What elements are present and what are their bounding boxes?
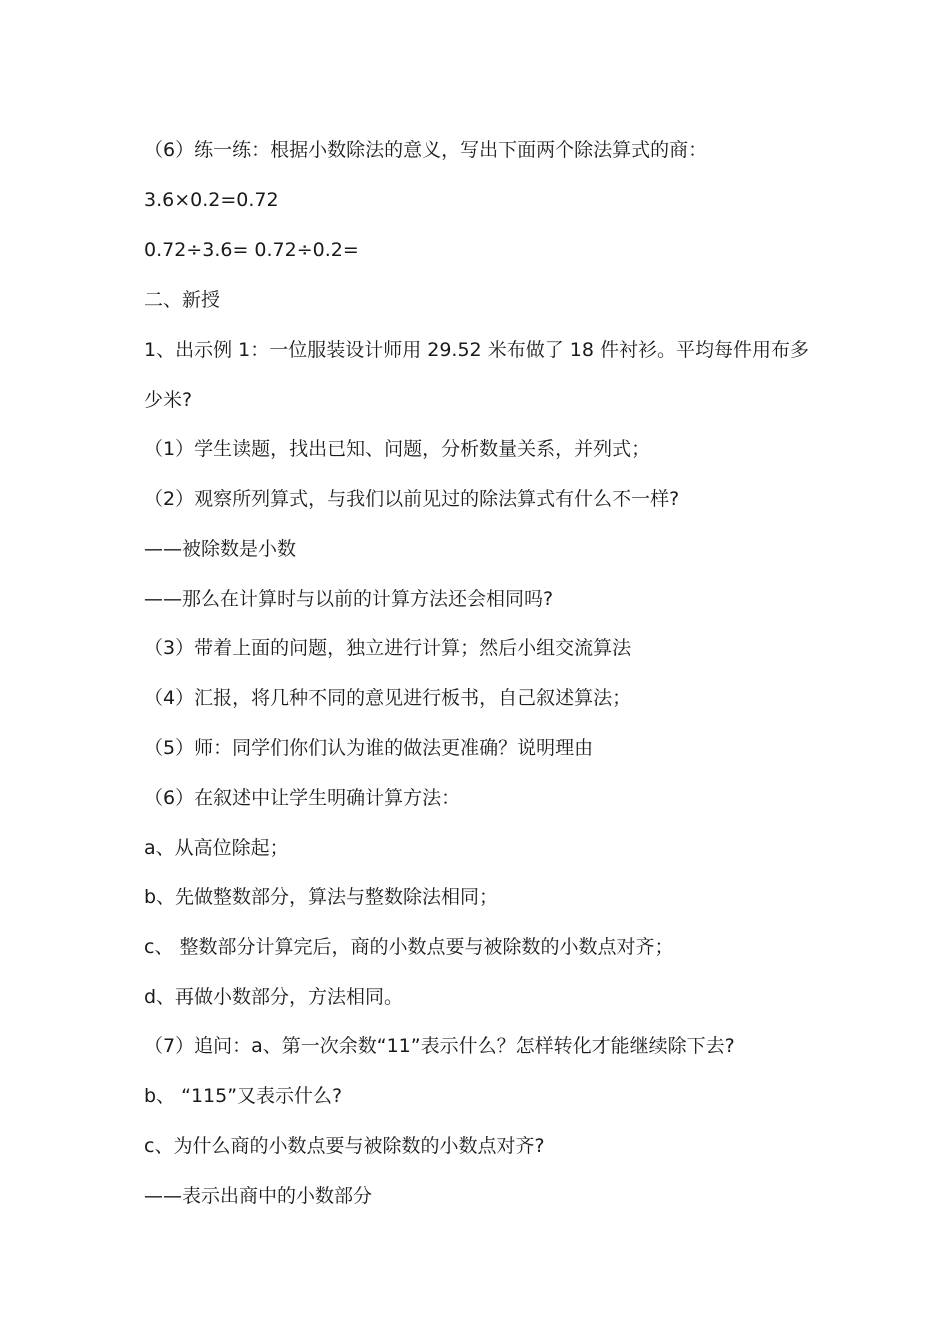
text-line-question-c: c、为什么商的小数点要与被除数的小数点对齐? [144,1135,545,1157]
text-line-method-c: c、 整数部分计算完后，商的小数点要与被除数的小数点对齐； [144,936,674,958]
text-line-equation: 3.6×0.2=0.72 [144,189,279,211]
text-line-step-7: （7）追问：a、第一次余数“11”表示什么？怎样转化才能继续除下去? [144,1035,735,1057]
text-line-answer-2: ——那么在计算时与以前的计算方法还会相同吗? [144,588,554,610]
text-line-method-a: a、从高位除起； [144,837,289,859]
text-line-method-b: b、先做整数部分，算法与整数除法相同； [144,886,499,908]
text-line-step-5: （5）师：同学们你们认为谁的做法更准确？说明理由 [144,737,594,759]
text-line-answer-3: ——表示出商中的小数部分 [144,1185,373,1207]
text-line-step-6: （6）在叙述中让学生明确计算方法： [144,787,461,809]
text-line-method-d: d、再做小数部分，方法相同。 [144,986,404,1008]
text-line-step-1: （1）学生读题，找出已知、问题，分析数量关系，并列式； [144,438,651,460]
text-line-example-1-cont: 少米? [144,389,193,411]
text-line-practice: （6）练一练：根据小数除法的意义，写出下面两个除法算式的商： [144,139,708,161]
text-line-example-1: 1、出示例 1：一位服装设计师用 29.52 米布做了 18 件衬衫。平均每件用布多 [144,339,809,361]
text-line-question-b: b、 “115”又表示什么? [144,1085,343,1107]
text-line-step-2: （2）观察所列算式，与我们以前见过的除法算式有什么不一样? [144,488,680,510]
text-line-step-3: （3）带着上面的问题，独立进行计算；然后小组交流算法 [144,637,632,659]
text-line-exercises: 0.72÷3.6= 0.72÷0.2= [144,239,359,261]
text-line-answer-1: ——被除数是小数 [144,538,297,560]
section-heading-new-lesson: 二、新授 [144,289,221,311]
text-line-step-4: （4）汇报，将几种不同的意见进行板书，自己叙述算法； [144,687,632,709]
